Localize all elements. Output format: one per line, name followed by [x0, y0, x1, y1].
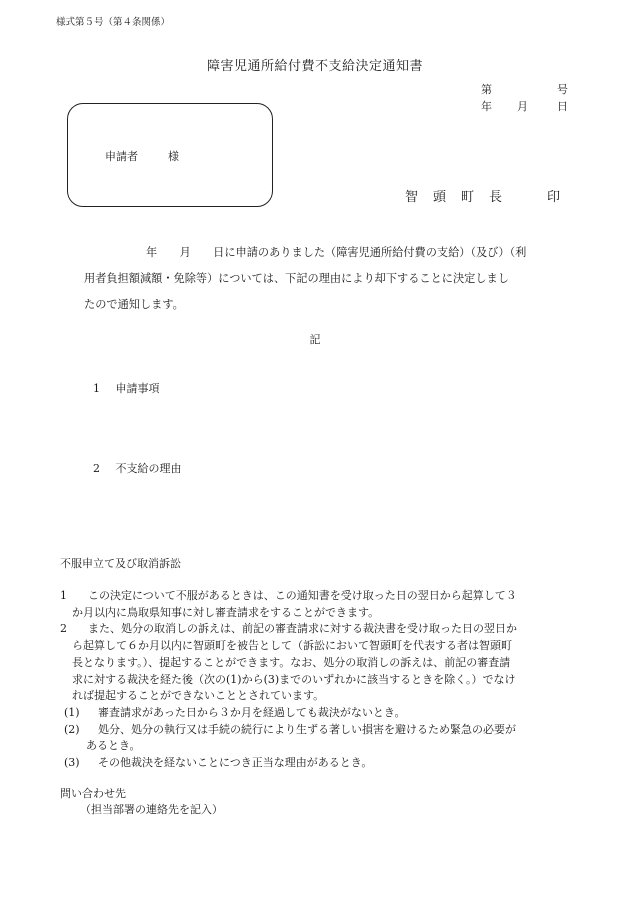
date-year: 年	[481, 100, 492, 113]
entry-mark: (1)	[64, 705, 80, 719]
entry-line: 求に対する裁決を経た後（次の(1)から(3)までのいずれかに該当するときを除く。）でなけ	[72, 672, 516, 686]
entry-line: あるとき。	[86, 739, 141, 753]
entry-line: れば提起することができないこととされています。	[72, 689, 325, 703]
appeal-entry-5	[60, 755, 588, 772]
entry-mark: (2)	[64, 722, 80, 736]
applicant-honorific: 様	[168, 150, 179, 163]
entry-line: この決定について不服があるときは、この通知書を受け取った日の翌日から起算して３	[88, 589, 517, 602]
issuer-char-4: 長	[489, 190, 503, 205]
date-day: 日	[557, 100, 568, 113]
entry-mark: 1	[60, 589, 67, 602]
entry-line: 処分、処分の執行又は手続の続行により生ずる著しい損害を避けるため緊急の必要が	[98, 722, 516, 736]
number-suffix: 号	[557, 83, 568, 96]
item-label: 申請事項	[115, 382, 160, 395]
appeal-entry-4	[60, 722, 588, 755]
issuer-char-2: 頭	[433, 190, 447, 205]
contact-heading: 問い合わせ先	[60, 787, 126, 800]
notice-body-line: 用者負担額減額・免除等）については、下記の理由により却下することに決定しまし	[84, 272, 509, 285]
appeal-notice	[60, 588, 588, 772]
entry-mark: (3)	[64, 756, 80, 770]
document-title: 障害児通所給付費不支給決定通知書	[206, 59, 423, 74]
notice-body-line: たので通知します。	[84, 298, 184, 311]
entry-line: 長となります。）、提起することができます。なお、処分の取消しの訴えは、前記の審査請	[72, 655, 511, 669]
item-label: 不支給の理由	[115, 462, 182, 475]
item-number: 2	[93, 462, 100, 475]
entry-line: ら起算して６か月以内に智頭町を被告として（訴訟において智頭町を代表する者は智頭町	[72, 639, 512, 653]
appeal-entry-2	[60, 621, 588, 705]
entry-line: 審査請求があった日から３か月を経過しても裁決がないとき。	[98, 705, 406, 719]
entry-line: その他裁決を経ないことにつき正当な理由があるとき。	[98, 756, 373, 770]
form-number-label: 様式第５号（第４条関係）	[56, 17, 171, 28]
notice-body-line: 年 月 日に申請のありました（障害児通所給付費の支給）（及び）（利	[146, 246, 527, 259]
issuer-seal-mark: 印	[547, 190, 561, 205]
appeal-heading: 不服申立て及び取消訴訟	[60, 557, 181, 570]
item-number: 1	[93, 382, 100, 395]
entry-line: か月以内に鳥取県知事に対し審査請求をすることができます。	[72, 605, 380, 619]
notice-body	[84, 240, 584, 318]
item-application	[93, 380, 160, 396]
entry-line: また、処分の取消しの訴えは、前記の審査請求に対する裁決書を受け取った日の翌日か	[88, 622, 517, 636]
ki-heading: 記	[309, 333, 321, 346]
item-reason	[93, 460, 182, 476]
date-month: 月	[517, 100, 528, 113]
number-prefix: 第	[481, 83, 492, 96]
applicant-label: 申請者	[105, 150, 138, 163]
contact-detail: （担当部署の連絡先を記入）	[80, 803, 223, 816]
appeal-entry-1	[60, 588, 588, 621]
appeal-entry-3	[60, 705, 588, 722]
entry-mark: 2	[60, 622, 67, 636]
issuer-char-1: 智	[405, 190, 419, 205]
issuer-char-3: 町	[461, 190, 475, 205]
